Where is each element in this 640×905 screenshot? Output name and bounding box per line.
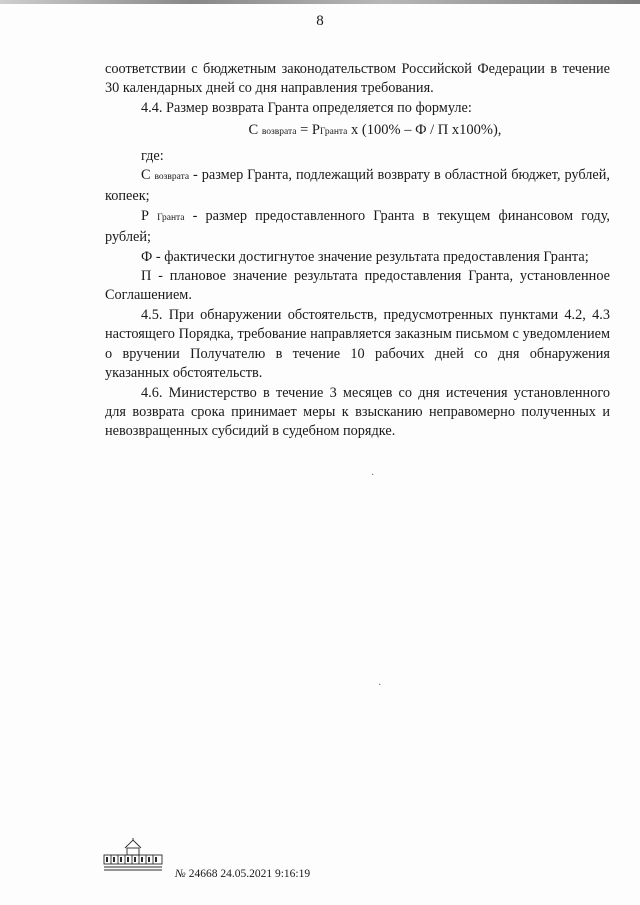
definition-pp: П - плановое значение результата предоставления Гранта, установленное Соглашением. — [105, 268, 610, 304]
definition-p-symbol: Р — [141, 207, 149, 224]
formula-c: С — [248, 122, 259, 139]
formula-p-sub: Гранта — [319, 127, 348, 138]
page-number: 8 — [316, 13, 324, 29]
definition-c-text: - размер Гранта, подлежащий возврату в областной бюджет, рублей, копеек; — [105, 167, 610, 205]
definition-c-symbol: С — [141, 167, 151, 184]
scan-speck: · — [378, 680, 382, 691]
scan-speck: · — [371, 470, 375, 481]
definition-f: Ф - фактически достигнутое значение результата предоставления Гранта; — [141, 248, 589, 265]
paragraph-4-5: 4.5. При обнаружении обстоятельств, предусмотренных пунктами 4.2, 4.3 настоящего Порядка, требование направляется заказным письмом с уведомлением о вручении Получателю в течение 10 рабочих дней со дня обнаружения указанных обстоятельств. — [105, 306, 610, 382]
formula-c-sub: возврата — [261, 127, 297, 138]
registration-value: 24668 24.05.2021 9:16:19 — [185, 868, 311, 880]
document-body — [105, 60, 610, 442]
definition-p — [105, 207, 610, 248]
where-label: где: — [141, 147, 164, 164]
definition-c — [105, 166, 610, 207]
scan-edge — [0, 0, 640, 4]
formula-rest: х (100% – Ф / П х100%), — [347, 122, 502, 139]
formula — [140, 121, 610, 142]
paragraph-continuation: соответствии с бюджетным законодательством Российской Федерации в течение 30 календарных дней со дня направления требования. — [105, 61, 610, 97]
definition-c-sub: возврата — [154, 172, 190, 183]
paragraph-4-4: 4.4. Размер возврата Гранта определяется по формуле: — [141, 99, 472, 116]
paragraph-4-6: 4.6. Министерство в течение 3 месяцев со дня истечения установленного для возврата срока принимает меры к взысканию неправомерно полученных и невозвращенных субсидий в судебном порядке. — [105, 384, 610, 440]
registration-stamp-icon — [103, 838, 163, 872]
registration-number — [175, 868, 310, 880]
definition-p-text: - размер предоставленного Гранта в текущем финансовом году, рублей; — [105, 207, 610, 246]
formula-eq: = Р — [296, 122, 320, 139]
definition-p-sub: Гранта — [157, 212, 185, 223]
number-sign: № — [175, 868, 186, 880]
